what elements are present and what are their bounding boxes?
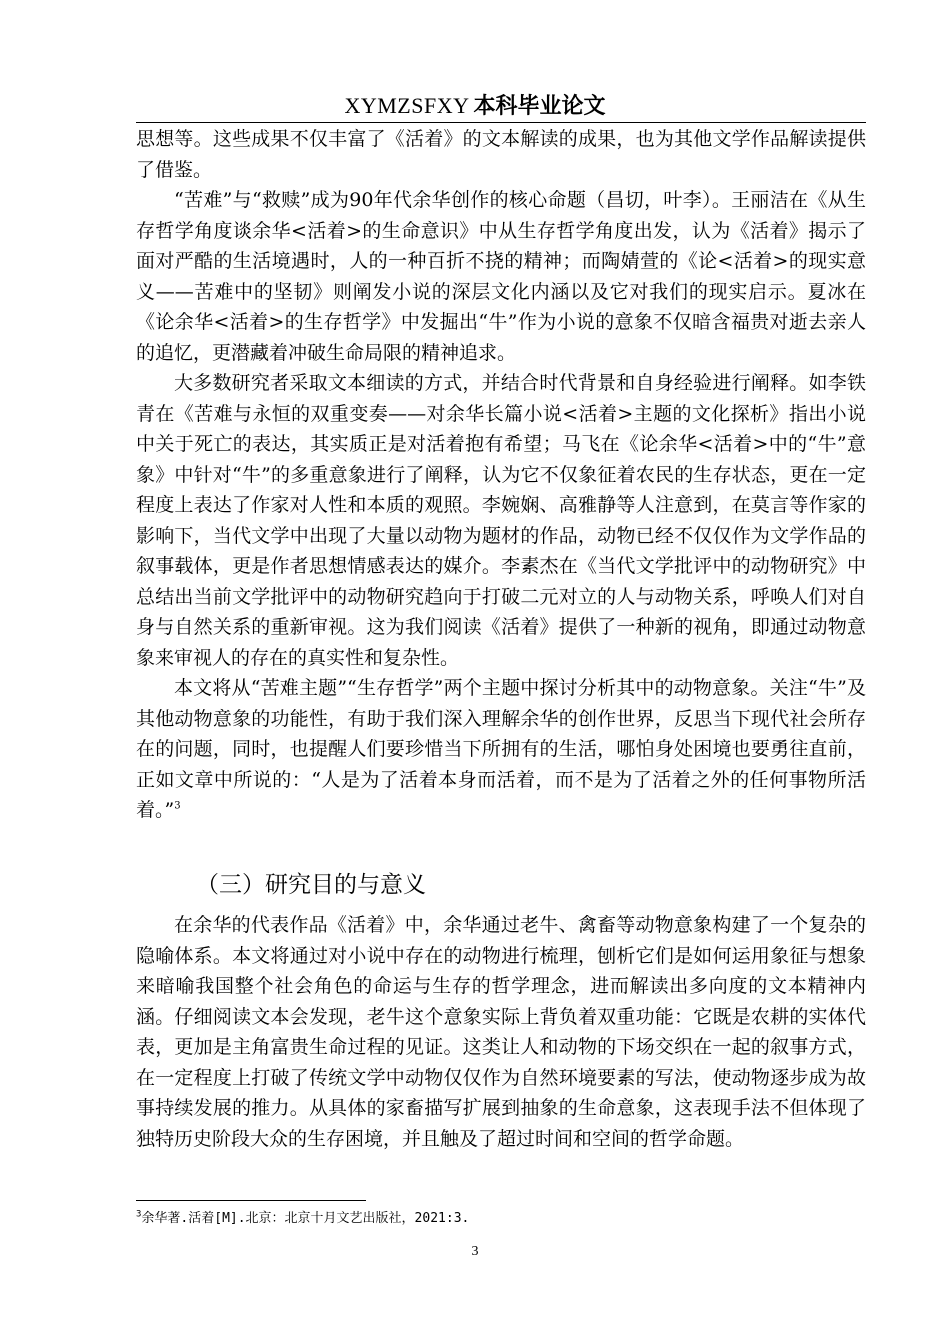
header-code: XYMZSFXY [344,93,470,118]
section-body [136,910,866,1154]
footnote-reference[interactable]: 3 [174,800,181,812]
paragraph-1: 思想等。这些成果不仅丰富了《活着》的文本解读的成果，也为其他文学作品解读提供了借鉴。 [136,128,866,181]
paragraph-4 [136,673,866,826]
footnote-number: 3 [136,1209,142,1220]
page-number: 3 [471,1244,479,1259]
paragraph-3: 大多数研究者采取文本细读的方式，并结合时代背景和自身经验进行阐释。如李铁青在《苦难与永恒的双重变奏——对余华长篇小说<活着>主题的文化探析》指出小说中关于死亡的表达，其实质正是对活着抱有希望；马飞在《论余华<活着>中的“牛”意象》中针对“牛”的多重意象进行了阐释，认为它不仅象征着农民的生存状态，更在一定程度上表达了作家对人性和本质的观照。李婉娴、高雅静等人注意到，在莫言等作家的影响下，当代文学中出现了大量以动物为题材的作品，动物已经不仅仅作为文学作品的叙事载体，更是作者思想情感表达的媒介。李素杰在《当代文学批评中的动物研究》中总结出当前文学批评中的动物研究趋向于打破二元对立的人与动物关系，呼唤人们对自身与自然关系的重新审视。这为我们阅读《活着》提供了一种新的视角，即通过动物意象来审视人的存在的真实性和复杂性。 [136,372,866,669]
body-text [136,124,866,826]
header-rule [136,122,866,123]
section-paragraph: 在余华的代表作品《活着》中，余华通过老牛、禽畜等动物意象构建了一个复杂的隐喻体系。本文将通过对小说中存在的动物进行梳理，刨析它们是如何运用象征与想象来暗喻我国整个社会角色的命运与生存的哲学理念，进而解读出多向度的文本精神内涵。仔细阅读文本会发现，老牛这个意象实际上背负着双重功能：它既是农耕的实体代表，更加是主角富贵生命过程的见证。这类让人和动物的下场交织在一起的叙事方式，在一定程度上打破了传统文学中动物仅仅作为自然环境要素的写法，使动物逐步成为故事持续发展的推力。从具体的家畜描写扩展到抽象的生命意象，这表现手法不但体现了独特历史阶段大众的生存困境，并且触及了超过时间和空间的哲学命题。 [136,914,866,1150]
header-title: 本科毕业论文 [473,94,606,119]
paragraph-2: “苦难”与“救赎”成为90年代余华创作的核心命题（昌切，叶李）。王丽洁在《从生存哲学角度谈余华<活着>的生命意识》中从生存哲学角度出发，认为《活着》揭示了面对严酷的生活境遇时，人的一种百折不挠的精神；而陶婧萱的《论<活着>的现实意义——苦难中的坚韧》则阐发小说的深层文化内涵以及它对我们的现实启示。夏冰在《论余华<活着>的生存哲学》中发掘出“牛”作为小说的意象不仅暗含福贵对逝去亲人的追忆，更潜藏着冲破生命局限的精神追求。 [136,189,866,364]
footnote-text: 余华著.活着[M].北京：北京十月文艺出版社，2021:3. [141,1211,470,1226]
page-header [0,93,950,120]
paragraph-4-text: 本文将从“苦难主题”“生存哲学”两个主题中探讨分析其中的动物意象。关注“牛”及其他动物意象的功能性，有助于我们深入理解余华的创作世界，反思当下现代社会所存在的问题，同时，也提醒人们要珍惜当下所拥有的生活，哪怕身处困境也要勇往直前，正如文章中所说的：“人是为了活着本身而活着，而不是为了活着之外的任何事物所活着。” [136,677,866,821]
footnote-rule [136,1200,366,1201]
section-heading: （三）研究目的与意义 [196,872,426,898]
footnote [136,1210,469,1228]
